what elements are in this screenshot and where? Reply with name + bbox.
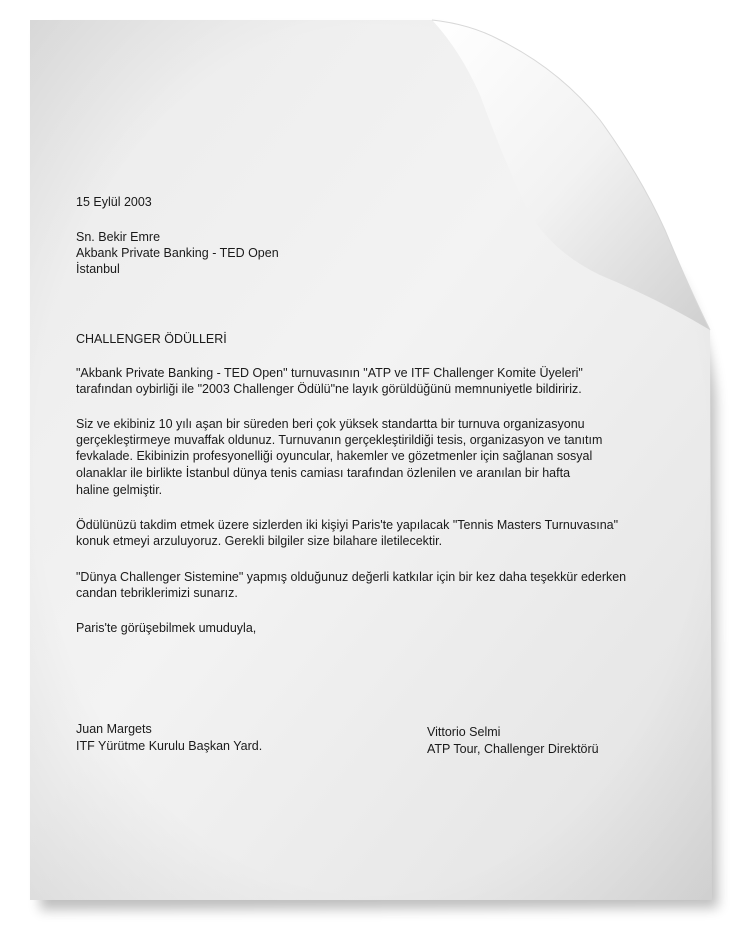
paragraph-2-line: Siz ve ekibiniz 10 yılı aşan bir süreden beri çok yüksek standartta bir turnuva organizasyonu: [76, 417, 585, 431]
paragraph-4-line: candan tebriklerimizi sunarız.: [76, 586, 238, 600]
signatory-2-title: ATP Tour, Challenger Direktörü: [427, 742, 599, 756]
paragraph-3-line: Ödülünüzü takdim etmek üzere sizlerden iki kişiyi Paris'te yapılacak "Tennis Masters Turnuvasına": [76, 518, 619, 532]
recipient-name: Sn. Bekir Emre: [76, 230, 161, 244]
letter-closing: Paris'te görüşebilmek umuduyla,: [76, 621, 257, 635]
paragraph-1-line: tarafından oybirliği ile "2003 Challenger Ödülü"ne layık görüldüğünü memnuniyetle bildiririz.: [76, 382, 582, 396]
paragraph-2-line: fevkalade. Ekibinizin profesyonelliği oyuncular, hakemler ve gözetmenler için sağlanan sosyal: [76, 449, 593, 463]
signatory-2-name: Vittorio Selmi: [427, 725, 501, 739]
signatory-1-name: Juan Margets: [76, 722, 152, 736]
paragraph-3-line: konuk etmeyi arzuluyoruz. Gerekli bilgiler size bilahare iletilecektir.: [76, 534, 443, 548]
paragraph-2-line: haline gelmiştir.: [76, 483, 163, 497]
signatory-1-title: ITF Yürütme Kurulu Başkan Yard.: [76, 739, 263, 753]
paragraph-4-line: "Dünya Challenger Sistemine" yapmış olduğunuz değerli katkılar için bir kez daha teşekkür ederken: [76, 570, 627, 584]
recipient-city: İstanbul: [76, 262, 120, 276]
paragraph-2-line: gerçekleştirmeye muvaffak oldunuz. Turnuvanın gerçekleştirildiği tesis, organizasyon ve tanıtım: [76, 433, 603, 447]
paragraph-2-line: olanaklar ile birlikte İstanbul dünya tenis camiası tarafından özlenilen ve aranılan bir hafta: [76, 466, 571, 480]
paragraph-1-line: "Akbank Private Banking - TED Open" turnuvasının "ATP ve ITF Challenger Komite Üyeleri": [76, 366, 583, 380]
recipient-organization: Akbank Private Banking - TED Open: [76, 246, 279, 260]
letter-date: 15 Eylül 2003: [76, 195, 152, 209]
letter-subject: CHALLENGER ÖDÜLLERİ: [76, 332, 227, 346]
